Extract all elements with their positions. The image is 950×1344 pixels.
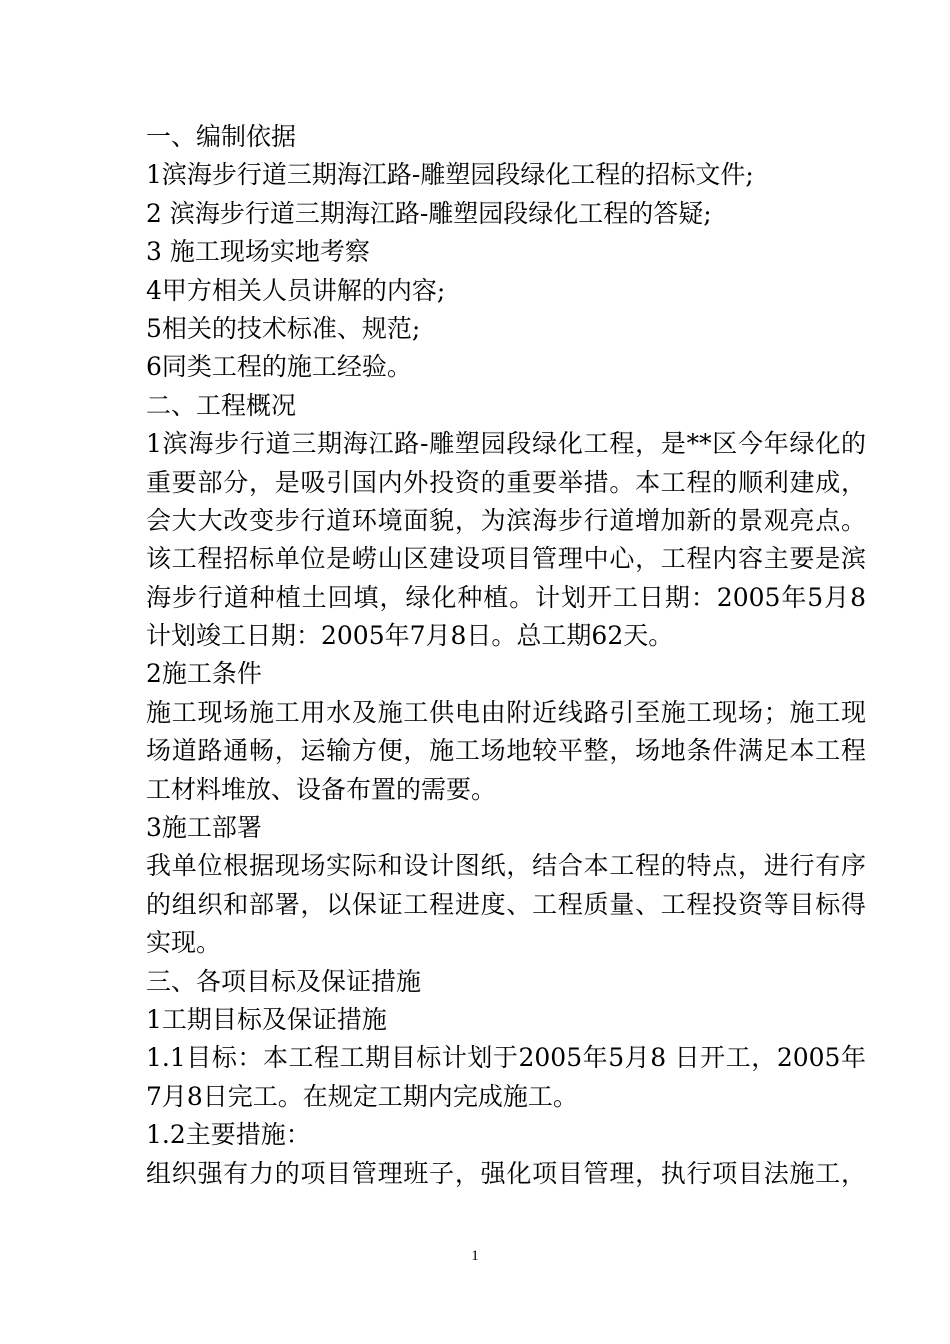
section-heading-targets: 三、各项目标及保证措施 (146, 966, 422, 996)
deployment-paragraph-line: 实现。 (146, 928, 222, 958)
overview-paragraph-line: 计划竣工日期：2005年7月8日。总工期62天。 (146, 621, 674, 651)
subheading-schedule: 1工期目标及保证措施 (146, 1004, 387, 1034)
overview-paragraph-line: 会大大改变步行道环境面貌，为滨海步行道增加新的景观亮点。 (146, 505, 866, 535)
overview-paragraph-line: 重要部分，是吸引国内外投资的重要举措。本工程的顺利建成， (146, 467, 866, 497)
subheading-deployment: 3施工部署 (146, 813, 262, 843)
basis-item-5: 5相关的技术标准、规范; (146, 313, 421, 343)
overview-paragraph-line: 海步行道种植土回填，绿化种植。计划开工日期：2005年5月8 (146, 582, 866, 612)
deployment-paragraph-line: 我单位根据现场实际和设计图纸，结合本工程的特点，进行有序 (146, 851, 866, 881)
section-heading-basis: 一、编制依据 (146, 122, 297, 151)
deployment-paragraph-line: 的组织和部署，以保证工程进度、工程质量、工程投资等目标得 (146, 889, 866, 919)
basis-item-1: 1滨海步行道三期海江路-雕塑园段绿化工程的招标文件; (146, 160, 754, 190)
conditions-paragraph-line: 工材料堆放、设备布置的需要。 (146, 774, 497, 804)
schedule-target-line: 1.1目标：本工程工期目标计划于2005年5月8 日开工，2005年 (146, 1043, 866, 1073)
basis-item-6: 6同类工程的施工经验。 (146, 352, 412, 382)
basis-item-2: 2 滨海步行道三期海江路-雕塑园段绿化工程的答疑; (146, 198, 712, 228)
basis-item-4: 4甲方相关人员讲解的内容; (146, 275, 446, 305)
document-body (146, 118, 866, 1193)
overview-paragraph-line: 1滨海步行道三期海江路-雕塑园段绿化工程，是**区今年绿化的 (146, 429, 866, 459)
overview-paragraph-line: 该工程招标单位是崂山区建设项目管理中心，工程内容主要是滨 (146, 544, 866, 574)
section-heading-overview: 二、工程概况 (146, 390, 297, 420)
conditions-paragraph-line: 场道路通畅，运输方便，施工场地较平整，场地条件满足本工程 (146, 736, 866, 766)
subheading-conditions: 2施工条件 (146, 659, 262, 689)
measures-paragraph-line: 组织强有力的项目管理班子，强化项目管理，执行项目法施工， (146, 1158, 866, 1188)
page-number: 1 (471, 1248, 479, 1264)
basis-item-3: 3 施工现场实地考察 (146, 237, 370, 267)
subheading-measures: 1.2主要措施： (146, 1120, 311, 1150)
schedule-target-line: 7月8日完工。在规定工期内完成施工。 (146, 1081, 578, 1111)
conditions-paragraph-line: 施工现场施工用水及施工供电由附近线路引至施工现场；施工现 (146, 697, 866, 727)
